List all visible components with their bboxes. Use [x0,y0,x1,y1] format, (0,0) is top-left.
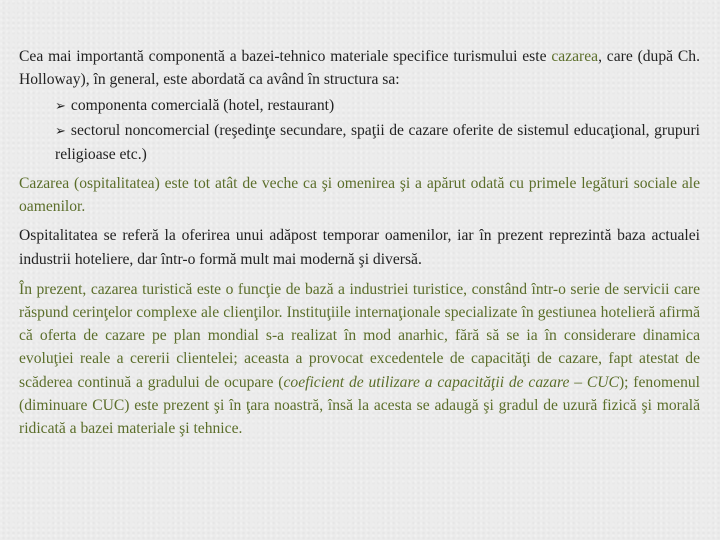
intro-paragraph [19,45,700,91]
hospitality-paragraph: Cazarea (ospitalitatea) este tot atât de veche ca şi omenirea şi a apărut odată cu primele legături sociale ale oamenilor. [19,175,700,216]
bullet-text-noncommercial: sectorul noncomercial (reşedinţe secundare, spaţii de cazare oferite de sistemul educaţional, grupuri religioase etc.) [55,121,700,163]
arrow-bullet-icon: ➢ [55,123,66,139]
present-paragraph [19,278,700,440]
bullet-text-commercial: componenta comercială (hotel, restaurant) [70,97,335,115]
bullet-item-noncommercial [55,119,700,166]
intro-text-before: Cea mai importantă componentă a bazei-tehnico materiale specifice turismului este [19,48,552,65]
present-text-after: ); fenomenul (diminuare CUC) este prezent şi în ţara noastră, însă la acesta se adaugă şi gradul de uzură fizică şi morală ridicată a bazei materiale şi tehnice. [19,373,700,438]
present-italic-term: coeficient de utilizare a capacităţii de cazare – CUC [283,373,619,391]
intro-text-after: , care (după Ch. Holloway), în general, este abordată ca având în structura sa: [19,48,700,89]
intro-highlight-term: cazarea [551,48,599,65]
arrow-bullet-icon: ➢ [55,99,66,115]
bullet-list [19,94,700,166]
definition-paragraph: Ospitalitatea se referă la oferirea unui adăpost temporar oamenilor, iar în prezent reprezintă baza actualei industrii hoteliere, dar într-o formă mult mai modernă şi diversă. [19,227,700,268]
present-text-before: În prezent, cazarea turistică este o funcţie de bază a industriei turistice, constând într-o serie de servicii care răspund cerinţelor complexe ale clienţilor. Instituţiile internaţionale specializate în gestiunea hotelieră afirmă că oferta de cazare pe plan mondial s-a realizat în mod anarhic, fără să se ia în considerare dinamica evoluţiei reale a cererii clientelei; aceasta a provocat excedentele de capacităţi de cazare, fapt atestat de scăderea continuă a gradului de ocupare ( [19,280,700,391]
bullet-item-commercial [55,94,700,118]
